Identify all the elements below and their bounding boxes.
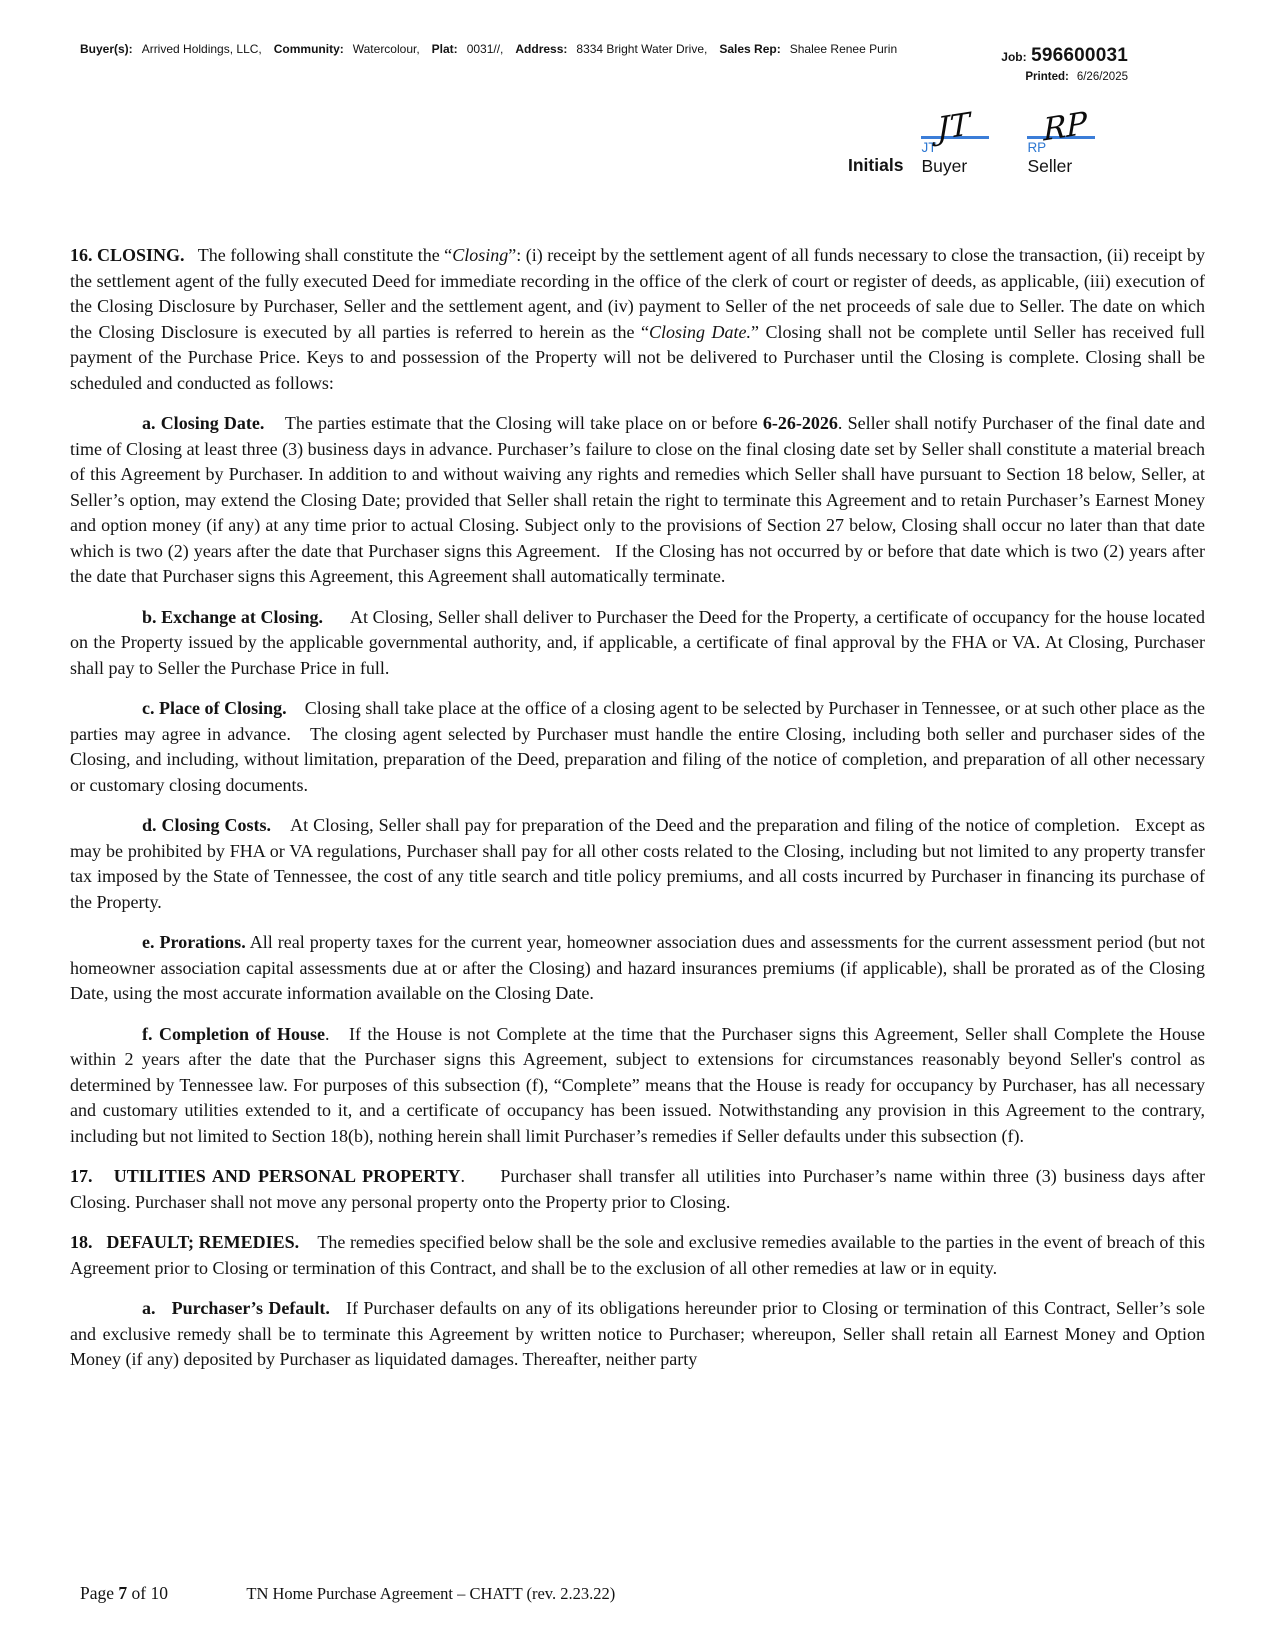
address-value: 8334 Bright Water Drive, — [576, 42, 708, 56]
job-number: 596600031 — [1031, 45, 1128, 66]
para-16d-closing-costs: d. Closing Costs. At Closing, Seller shall pay for preparation of the Deed and the preparation and filing of the notice of completion. Except as may be prohibited by FHA or VA regulations, Purchaser shall pay for all other costs related to the Closing, including but not limited to any property transfer tax imposed by the State of Tennessee, the cost of any title search and title policy premiums, and all costs incurred by Purchaser in financing its purchase of the Property. — [70, 815, 1205, 912]
plat-label: Plat: — [431, 42, 458, 56]
job-info-block — [1001, 46, 1128, 85]
para-16a-closing-date: a. Closing Date. The parties estimate that the Closing will take place on or before 6-26-2026. Seller shall notify Purchaser of the final date and time of Closing at least three (3) business days in advance. Purchaser’s failure to close on the final closing date set by Seller shall constitute a material breach of this Agreement by Purchaser. In addition to and without waiving any rights and remedies which Seller shall have pursuant to Section 18 below, Seller, at Seller’s option, may extend the Closing Date; provided that Seller shall retain the right to terminate this Agreement and to retain Purchaser’s Earnest Money and option money (if any) at any time prior to actual Closing. Subject only to the provisions of Section 27 below, Closing shall occur no later than that date which is two (2) years after the date that Purchaser signs this Agreement. If the Closing has not occurred by or before that date which is two (2) years after the date that Purchaser signs this Agreement, this Agreement shall automatically terminate. — [70, 413, 1206, 586]
page-footer — [80, 1582, 615, 1605]
seller-initials-field[interactable] — [1027, 98, 1115, 177]
initials-block — [848, 98, 1115, 177]
community-label: Community: — [273, 42, 344, 56]
job-label: Job: — [1001, 50, 1027, 64]
para-17-utilities-and-personal-property: 17. UTILITIES AND PERSONAL PROPERTY. Purchaser shall transfer all utilities into Purchaser’s name within three (3) business days after Closing. Purchaser shall not move any personal property onto the Property prior to Closing. — [70, 1166, 1205, 1212]
printed-date: 6/26/2025 — [1076, 71, 1128, 83]
seller-signature-script: RP — [1043, 105, 1088, 149]
page-number-label: Page 7 of 10 — [80, 1583, 168, 1603]
buyers-value: Arrived Holdings, LLC, — [141, 42, 262, 56]
buyer-role-label: Buyer — [921, 156, 968, 176]
plat-value: 0031//, — [466, 42, 504, 56]
seller-signature-tag: RP — [1027, 140, 1047, 155]
buyer-signature-script: JT — [937, 106, 971, 148]
para-16b-exchange-at-closing: b. Exchange at Closing. At Closing, Seller shall deliver to Purchaser the Deed for the Property, a certificate of occupancy for the house located on the Property issued by the applicable governmental authority, and, if applicable, a certificate of final approval by the FHA or VA. At Closing, Purchaser shall pay to Seller the Purchase Price in full. — [70, 606, 1205, 678]
para-16c-place-of-closing: c. Place of Closing. Closing shall take place at the office of a closing agent to be selected by Purchaser in Tennessee, or at such other place as the parties may agree in advance. The closing agent selected by Purchaser must handle the entire Closing, including both seller and purchaser sides of the Closing, and including, without limitation, preparation of the Deed, preparation and filing of the notice of completion, and preparation of all other necessary or customary closing documents. — [70, 698, 1206, 795]
sales-rep-label: Sales Rep: — [719, 42, 781, 56]
buyers-label: Buyer(s): — [80, 42, 133, 56]
buyer-initials-field[interactable] — [921, 98, 1009, 177]
para-16e-prorations: e. Prorations. All real property taxes for the current year, homeowner association dues and assessments for the current assessment period (but not homeowner association capital assessments due at or after the Closing) and hazard insurances premiums (if applicable), shall be prorated as of the Closing Date, using the most accurate information available on the Closing Date. — [70, 932, 1205, 1003]
seller-role-label: Seller — [1027, 156, 1073, 176]
community-value: Watercolour, — [352, 42, 420, 56]
contract-body — [70, 243, 1205, 1388]
printed-label: Printed: — [1025, 71, 1069, 83]
para-18a-purchasers-default: a. Purchaser’s Default. If Purchaser defaults on any of its obligations hereunder prior to Closing or termination of this Contract, Seller’s sole and exclusive remedy shall be to terminate this Agreement by written notice to Purchaser; whereupon, Seller shall retain all Earnest Money and Option Money (if any) deposited by Purchaser as liquidated damages. Thereafter, neither party — [70, 1298, 1205, 1369]
buyer-signature-tag: JT — [921, 140, 937, 155]
para-16f-completion-of-house: f. Completion of House. If the House is not Complete at the time that the Purchaser signs this Agreement, Seller shall Complete the House within 2 years after the date that the Purchaser signs this Agreement, subject to extensions for circumstances reasonably beyond Seller's control as determined by Tennessee law. For purposes of this subsection (f), “Complete” means that the House is ready for occupancy by Purchaser, has all necessary and customary utilities extended to it, and a certificate of occupancy has been issued. Notwithstanding any provision in this Agreement to the contrary, including but not limited to Section 18(b), nothing herein shall limit Purchaser’s remedies if Seller defaults under this subsection (f). — [70, 1023, 1205, 1146]
initials-label: Initials — [848, 155, 904, 175]
document-title: TN Home Purchase Agreement – CHATT (rev. 2.23.22) — [246, 1584, 616, 1603]
para-18-default-remedies: 18. DEFAULT; REMEDIES. The remedies specified below shall be the sole and exclusive remedies available to the parties in the event of breach of this Agreement prior to Closing or termination of this Contract, and shall be to the exclusion of all other remedies at law or in equity. — [70, 1232, 1205, 1278]
para-16-closing: 16. CLOSING. The following shall constitute the “Closing”: (i) receipt by the settlement agent of all funds necessary to close the transaction, (ii) receipt by the settlement agent of the fully executed Deed for immediate recording in the office of the clerk of court or register of deeds, as applicable, (iii) execution of the Closing Disclosure by Purchaser, Seller and the settlement agent, and (iv) payment to Seller of the net proceeds of sale due to Seller. The date on which the Closing Disclosure is executed by all parties is referred to herein as the “Closing Date.” Closing shall not be complete until Seller has received full payment of the Purchase Price. Keys to and possession of the Property will not be delivered to Purchaser until the Closing is complete. Closing shall be scheduled and conducted as follows: — [70, 245, 1205, 393]
sales-rep-value: Shalee Renee Purin — [789, 42, 898, 56]
address-label: Address: — [515, 42, 568, 56]
document-header — [80, 42, 910, 57]
